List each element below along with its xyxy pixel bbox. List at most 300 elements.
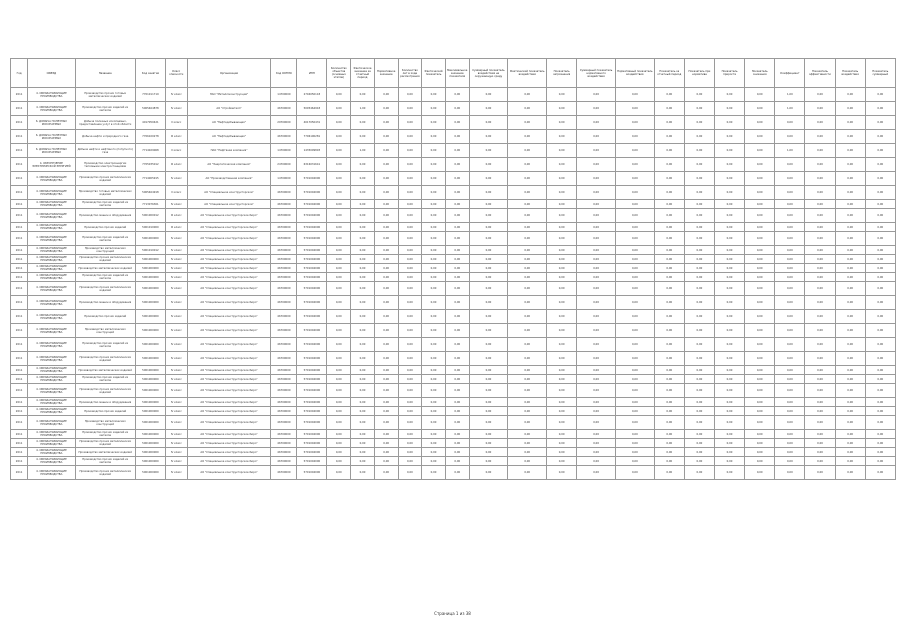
table-cell: 0,00 (745, 273, 775, 282)
table-cell: АО "Специальное конструкторское бюро" (187, 375, 271, 384)
table-cell: 0,00 (547, 398, 577, 407)
table-cell: 0,00 (398, 416, 422, 430)
table-cell: 5701004000 (297, 209, 327, 223)
report-sheet (10, 58, 895, 480)
table-cell: 0,00 (805, 102, 835, 116)
table-cell: АО "Специальное конструкторское бюро" (187, 407, 271, 416)
table-cell: 0,00 (422, 130, 446, 144)
table-cell: 46700000 (271, 384, 297, 398)
table-cell: 0,00 (547, 296, 577, 310)
table-cell: 0,00 (547, 144, 577, 158)
table-cell: 0,00 (469, 264, 508, 273)
table-cell: 2011 (11, 209, 28, 223)
table-cell: 0,00 (577, 457, 616, 466)
table-cell: 0,00 (577, 430, 616, 439)
data-table (10, 58, 896, 480)
table-cell: 0,00 (445, 439, 469, 448)
table-row (11, 158, 896, 172)
table-cell: 0,00 (327, 88, 351, 102)
table-cell: 5701004000 (297, 223, 327, 232)
table-cell: 2011 (11, 366, 28, 375)
table-cell: 0,00 (805, 223, 835, 232)
table-cell: 6316031641 (297, 158, 327, 172)
table-cell: 0,00 (445, 130, 469, 144)
table-cell: III класс (166, 209, 188, 223)
table-cell: 0,00 (577, 200, 616, 209)
table-cell: 0,00 (398, 116, 422, 130)
table-cell: IV класс (166, 457, 188, 466)
table-cell: 0,00 (445, 338, 469, 352)
table-cell: 6. ДОБЫЧА ПОЛЕЗНЫХ ИСКОПАЕМЫХ (28, 130, 75, 144)
table-cell: 0,00 (577, 158, 616, 172)
table-cell: 0,00 (445, 255, 469, 264)
table-cell: 2704050118 (297, 88, 327, 102)
table-cell: 0,00 (422, 186, 446, 200)
table-cell: 5701004000 (297, 384, 327, 398)
table-cell: 0,00 (422, 282, 446, 296)
table-cell: АО "Нефтедобывающая" (187, 116, 271, 130)
table-cell: 7706100281 (297, 130, 327, 144)
table-cell: 0,00 (654, 172, 684, 186)
table-cell: 0,00 (805, 416, 835, 430)
column-header: Нормативное значение (374, 59, 398, 88)
table-cell: 0,00 (577, 246, 616, 255)
table-cell: 2011 (11, 172, 28, 186)
table-cell: АО "Стройметалл" (187, 102, 271, 116)
table-cell: 0,00 (684, 255, 714, 264)
table-cell: 0,00 (508, 375, 547, 384)
table-cell: 0,00 (577, 310, 616, 324)
table-cell: 0,00 (422, 102, 446, 116)
table-cell: 0,00 (835, 407, 865, 416)
table-cell: АО "Специальное конструкторское бюро" (187, 448, 271, 457)
table-cell: 0,00 (469, 430, 508, 439)
table-cell: 0,00 (577, 448, 616, 457)
table-cell: 4. ОБРАБАТЫВАЮЩИЕ ПРОИЗВОДСТВА (28, 88, 75, 102)
table-cell: 0,00 (508, 273, 547, 282)
table-cell: 0,00 (615, 130, 654, 144)
table-cell: 4. ОБРАБАТЫВАЮЩИЕ ПРОИЗВОДСТВА (28, 466, 75, 480)
table-cell: 0,00 (775, 209, 805, 223)
table-cell: 7701011719 (135, 88, 165, 102)
table-cell: Производство прочих металлических изделий (75, 172, 135, 186)
table-cell: 0,00 (374, 324, 398, 338)
table-cell: III класс (166, 223, 188, 232)
table-cell: Производство металлических изделий (75, 264, 135, 273)
table-cell: 0,00 (374, 466, 398, 480)
table-cell: 0,00 (577, 324, 616, 338)
table-cell: 2011 (11, 457, 28, 466)
table-cell: 1,00 (351, 144, 375, 158)
table-cell: 0,00 (327, 439, 351, 448)
table-cell: 4. ОБРАБАТЫВАЮЩИЕ ПРОИЗВОДСТВА (28, 338, 75, 352)
table-cell: 0,00 (865, 407, 895, 416)
table-cell: 46700000 (271, 416, 297, 430)
table-cell: 0,00 (327, 158, 351, 172)
table-cell: 0,00 (745, 186, 775, 200)
table-cell: 0,00 (615, 88, 654, 102)
table-cell: Производство прочих готовых металлических изделий (75, 88, 135, 102)
table-cell: 0,00 (445, 352, 469, 366)
table-cell: 0,00 (654, 398, 684, 407)
table-row (11, 384, 896, 398)
table-cell: 0,00 (351, 273, 375, 282)
table-cell: 0,00 (327, 398, 351, 407)
table-cell: 0,00 (351, 375, 375, 384)
table-cell: 0,00 (577, 255, 616, 264)
table-cell: 46700000 (271, 209, 297, 223)
table-cell: IV класс (166, 366, 188, 375)
table-cell: 5005464918 (297, 102, 327, 116)
table-cell: 0,00 (835, 223, 865, 232)
table-cell: 46700000 (271, 430, 297, 439)
table-cell: 46700000 (271, 130, 297, 144)
table-cell: Производство прочих изделий (75, 407, 135, 416)
table-cell: 0,00 (745, 466, 775, 480)
table-cell: 0,00 (684, 209, 714, 223)
table-cell: АО "Специальное конструкторское бюро" (187, 246, 271, 255)
table-cell: 0,00 (469, 398, 508, 407)
table-cell: АО "Нефтедобывающая" (187, 130, 271, 144)
table-cell: 0,00 (508, 310, 547, 324)
table-cell: 0,00 (398, 398, 422, 407)
table-cell: 2011 (11, 273, 28, 282)
table-cell: 0,00 (615, 116, 654, 130)
table-cell: 0,00 (445, 466, 469, 480)
table-cell: 0,00 (351, 430, 375, 439)
table-cell: 0,00 (577, 209, 616, 223)
table-cell: Производство прочих изделий из металла (75, 102, 135, 116)
table-cell: 46700000 (271, 186, 297, 200)
table-cell: 0,00 (469, 384, 508, 398)
table-cell: 5001010012 (135, 246, 165, 255)
table-cell: 0,00 (577, 130, 616, 144)
table-cell: II класс (166, 116, 188, 130)
table-cell: 0,00 (577, 366, 616, 375)
table-cell: 5001000000 (135, 366, 165, 375)
table-cell: 0,00 (715, 310, 745, 324)
table-cell: 0,00 (398, 200, 422, 209)
table-cell: 46700000 (271, 102, 297, 116)
table-cell: 0,00 (422, 416, 446, 430)
table-cell: 0,00 (469, 282, 508, 296)
table-cell: 0,00 (865, 366, 895, 375)
table-cell: 0,00 (351, 384, 375, 398)
table-cell: 0,00 (684, 88, 714, 102)
table-cell: 4. ОБРАБАТЫВАЮЩИЕ ПРОИЗВОДСТВА (28, 416, 75, 430)
column-header: Коэффициент (775, 59, 805, 88)
table-cell: 0,00 (577, 88, 616, 102)
table-cell: 0,00 (398, 457, 422, 466)
table-cell: 0,00 (715, 246, 745, 255)
table-row (11, 296, 896, 310)
table-cell: 5701004000 (297, 186, 327, 200)
table-cell: 5001000000 (135, 448, 165, 457)
table-cell: Производство прочих изделий из металла (75, 273, 135, 282)
table-cell: 0,00 (715, 416, 745, 430)
table-cell: 0,00 (805, 209, 835, 223)
table-cell: Производство прочих металлических изделий (75, 466, 135, 480)
table-row (11, 223, 896, 232)
table-cell: 0,00 (865, 158, 895, 172)
table-cell: 0,00 (715, 116, 745, 130)
table-cell: 0,00 (654, 416, 684, 430)
table-row (11, 324, 896, 338)
table-cell: 0,00 (715, 255, 745, 264)
table-cell: 46700000 (271, 310, 297, 324)
table-cell: 0,00 (835, 375, 865, 384)
table-cell: 0,00 (547, 246, 577, 255)
table-cell: 0,00 (508, 130, 547, 144)
table-cell: 0,00 (615, 200, 654, 209)
table-cell: 0,00 (547, 282, 577, 296)
table-cell: 0,00 (835, 246, 865, 255)
table-cell: 0,00 (547, 457, 577, 466)
table-cell: АО "Специальное конструкторское бюро" (187, 338, 271, 352)
table-cell: 0,00 (422, 375, 446, 384)
table-cell: 0,00 (745, 407, 775, 416)
table-cell: АО "Специальное конструкторское бюро" (187, 264, 271, 273)
table-cell: 0,00 (445, 296, 469, 310)
table-cell: 46700000 (271, 246, 297, 255)
column-header: Показатель при нормативе (684, 59, 714, 88)
table-cell: 0,00 (654, 457, 684, 466)
table-cell: 0,00 (445, 102, 469, 116)
column-header: Класс опасности (166, 59, 188, 88)
column-header: ИНН (297, 59, 327, 88)
table-cell: 0,00 (445, 88, 469, 102)
table-cell: 0,00 (398, 264, 422, 273)
table-cell: 0,00 (469, 186, 508, 200)
table-cell: 0,00 (422, 338, 446, 352)
table-cell: 0,00 (684, 102, 714, 116)
table-cell: 46700000 (271, 296, 297, 310)
table-cell: IV класс (166, 200, 188, 209)
table-cell: 0,00 (398, 223, 422, 232)
table-cell: 1,00 (775, 88, 805, 102)
table-cell: 0,00 (577, 398, 616, 407)
table-cell: 46700000 (271, 398, 297, 407)
table-cell: 0,00 (865, 457, 895, 466)
table-cell: 0,00 (469, 273, 508, 282)
table-cell: 0,00 (547, 172, 577, 186)
table-cell: IV класс (166, 102, 188, 116)
table-cell: 0,00 (445, 186, 469, 200)
table-cell: 0,00 (422, 172, 446, 186)
table-cell: АО "Специальное конструкторское бюро" (187, 232, 271, 246)
table-cell: 0,00 (865, 466, 895, 480)
table-cell: 0,00 (615, 223, 654, 232)
table-row (11, 200, 896, 209)
table-cell: 4. ОБРАБАТЫВАЮЩИЕ ПРОИЗВОДСТВА (28, 273, 75, 282)
table-cell: 0,00 (398, 158, 422, 172)
table-cell: 0,00 (615, 324, 654, 338)
table-cell: 0,00 (805, 466, 835, 480)
table-cell: 0,00 (654, 282, 684, 296)
table-cell: 4. ОБРАБАТЫВАЮЩИЕ ПРОИЗВОДСТВА (28, 457, 75, 466)
table-cell: 0,00 (374, 116, 398, 130)
table-cell: 0,00 (775, 273, 805, 282)
table-cell: 0,00 (508, 255, 547, 264)
table-cell: 0,00 (745, 282, 775, 296)
table-cell: АО "Специальное конструкторское бюро" (187, 398, 271, 407)
table-cell: 0,00 (374, 366, 398, 375)
table-cell: 0,00 (745, 172, 775, 186)
table-cell: 0,00 (835, 130, 865, 144)
table-cell: 0,00 (775, 457, 805, 466)
table-cell: 0,00 (469, 130, 508, 144)
table-cell: II класс (166, 144, 188, 158)
table-cell: 0,00 (327, 324, 351, 338)
table-cell: 0,00 (745, 102, 775, 116)
table-cell: 1,00 (775, 144, 805, 158)
table-cell: 0,00 (684, 310, 714, 324)
table-cell: 0,00 (374, 457, 398, 466)
table-cell: 0,00 (805, 255, 835, 264)
table-cell: 0,00 (615, 186, 654, 200)
column-header: Количество лет в ходе рассмотрения (398, 59, 422, 88)
table-cell: 4. ОБРАБАТЫВАЮЩИЕ ПРОИЗВОДСТВА (28, 223, 75, 232)
table-cell: 5701004000 (297, 200, 327, 209)
table-cell: 0,00 (445, 282, 469, 296)
table-cell: 0,00 (775, 407, 805, 416)
table-cell: 0,00 (835, 209, 865, 223)
table-cell: 0,00 (445, 116, 469, 130)
table-cell: 5001000000 (135, 282, 165, 296)
table-cell: 5001000000 (135, 439, 165, 448)
table-cell: 5701004000 (297, 273, 327, 282)
table-cell: Добыча нефти и природного газа (75, 130, 135, 144)
table-cell: 0,00 (469, 375, 508, 384)
table-cell: 2011 (11, 466, 28, 480)
table-cell: 0,00 (775, 158, 805, 172)
column-header: Показатель загрязнения (547, 59, 577, 88)
table-cell: 0,00 (547, 310, 577, 324)
table-cell: 0,00 (684, 223, 714, 232)
table-cell: 0,00 (805, 457, 835, 466)
table-cell: 0,00 (445, 366, 469, 375)
table-cell: 5701004000 (297, 172, 327, 186)
table-cell: 0,00 (422, 457, 446, 466)
table-cell: 0,00 (469, 200, 508, 209)
table-cell: 0,00 (445, 172, 469, 186)
table-cell: 0,00 (327, 338, 351, 352)
table-cell: IV класс (166, 430, 188, 439)
table-cell: 0,00 (835, 457, 865, 466)
table-row (11, 172, 896, 186)
table-cell: 0,00 (469, 296, 508, 310)
table-cell: Производство прочих изделий (75, 223, 135, 232)
table-cell: 0,00 (745, 264, 775, 273)
table-cell: 0,00 (654, 209, 684, 223)
table-cell: 2011 (11, 102, 28, 116)
table-cell: 0,00 (865, 144, 895, 158)
table-cell: 0,00 (775, 384, 805, 398)
table-cell: 4. ОБРАБАТЫВАЮЩИЕ ПРОИЗВОДСТВА (28, 246, 75, 255)
table-cell: 0,00 (654, 366, 684, 375)
table-cell: 0,00 (374, 158, 398, 172)
table-cell: 0,00 (865, 232, 895, 246)
table-row (11, 416, 896, 430)
table-cell: 0,00 (715, 430, 745, 439)
table-cell: 0,00 (615, 457, 654, 466)
table-cell: 0,00 (422, 223, 446, 232)
table-cell: 0,00 (351, 186, 375, 200)
table-cell: 0,00 (615, 375, 654, 384)
table-cell: 0,00 (398, 144, 422, 158)
table-cell: IV класс (166, 255, 188, 264)
table-cell: 0,00 (547, 430, 577, 439)
table-cell: 7714029068 (135, 144, 165, 158)
table-cell: 0,00 (422, 264, 446, 273)
table-cell: 2011 (11, 310, 28, 324)
table-cell: 0,00 (469, 116, 508, 130)
table-cell: 2011 (11, 296, 28, 310)
table-cell: 0,00 (577, 466, 616, 480)
table-cell: 0,00 (805, 232, 835, 246)
table-cell: 0,00 (684, 116, 714, 130)
table-cell: 0,00 (351, 246, 375, 255)
table-cell: 0,00 (577, 338, 616, 352)
table-cell: 5701004000 (297, 255, 327, 264)
table-cell: 2011 (11, 282, 28, 296)
table-cell: 4. ОБРАБАТЫВАЮЩИЕ ПРОИЗВОДСТВА (28, 102, 75, 116)
table-cell: 0,00 (508, 209, 547, 223)
table-cell: 0,00 (351, 172, 375, 186)
column-header: Суммарный показатель нормативного воздействия (577, 59, 616, 88)
table-cell: 0,00 (547, 223, 577, 232)
table-cell: 0,00 (469, 255, 508, 264)
table-cell: 0,00 (775, 232, 805, 246)
table-cell: 0,00 (327, 448, 351, 457)
table-cell: 0,00 (374, 338, 398, 352)
table-cell: 0,00 (374, 223, 398, 232)
table-cell: 0,00 (805, 398, 835, 407)
table-cell: 2011 (11, 375, 28, 384)
table-cell: 0,00 (508, 172, 547, 186)
table-cell: 0,00 (374, 352, 398, 366)
table-cell: 0,00 (684, 296, 714, 310)
table-cell: Производство прочих изделий из металла (75, 232, 135, 246)
table-cell: IV класс (166, 282, 188, 296)
table-cell: 0,00 (547, 158, 577, 172)
table-cell: 0,00 (654, 352, 684, 366)
table-cell: IV класс (166, 448, 188, 457)
table-cell: 0,00 (805, 448, 835, 457)
column-header: Показатель эффективности (805, 59, 835, 88)
table-cell: 0,00 (398, 430, 422, 439)
table-cell: 0,00 (398, 102, 422, 116)
table-cell: 0,00 (351, 296, 375, 310)
table-cell: 0,00 (684, 186, 714, 200)
table-cell: 0,00 (351, 324, 375, 338)
table-cell: 0,00 (865, 439, 895, 448)
table-cell: 0,00 (805, 439, 835, 448)
table-row (11, 209, 896, 223)
table-cell: 0,00 (615, 398, 654, 407)
table-cell: 0,00 (547, 448, 577, 457)
table-cell: 0,00 (351, 158, 375, 172)
table-cell: 0,00 (374, 310, 398, 324)
table-cell: 1,00 (775, 102, 805, 116)
table-cell: 0,00 (398, 255, 422, 264)
table-cell: 0,00 (805, 246, 835, 255)
table-cell: Производство электроэнергии тепловыми электростанциями (75, 158, 135, 172)
table-cell: 46700000 (271, 232, 297, 246)
table-cell: 0,00 (422, 158, 446, 172)
table-cell: 0,00 (508, 186, 547, 200)
table-cell: 46700000 (271, 200, 297, 209)
